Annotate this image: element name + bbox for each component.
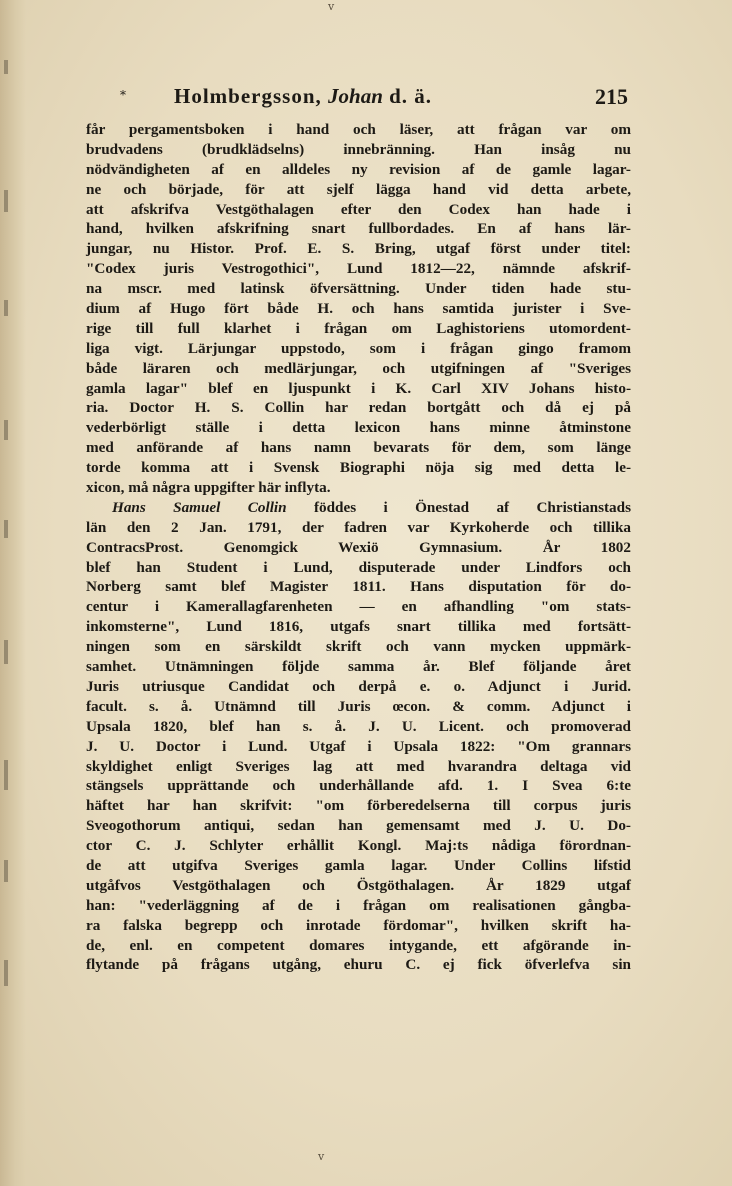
text-line: na mscr. med latinsk öfversättning. Under tiden hade stu- <box>86 280 631 298</box>
text-line: facult. s. å. Utnämnd till Juris œcon. & comm. Adjunct i <box>86 697 631 715</box>
text-line: inkomsterne", Lund 1816, utgafs snart tillika med fortsätt- <box>86 618 631 636</box>
gutter-mark <box>4 420 8 440</box>
text-line: ra falska begrepp och inrotade fördomar", hvilken skrift ha- <box>86 916 631 934</box>
gutter-mark <box>4 860 8 882</box>
text-line: de, enl. en competent domares intygande, ett afgörande in- <box>86 936 631 954</box>
text-line: rige till full klarhet i frågan om Laghistoriens utomordent- <box>86 319 631 337</box>
text-line: "Codex juris Vestrogothici", Lund 1812—22, nämnde afskrif- <box>86 260 631 278</box>
text-line: utgåfvos Vestgöthalagen och Östgöthalagen. År 1829 utgaf <box>86 876 631 894</box>
text-line: hand, hvilken afskrifning snart fullbordades. En af hans lär- <box>86 220 631 238</box>
text-line: gamla lagar" blef en ljuspunkt i K. Carl XIV Johans histo- <box>86 379 631 397</box>
text-line: torde komma att i Svensk Biographi nöja sig med detta le- <box>86 459 631 477</box>
text-line: med anförande af hans namn bevarats för dem, som länge <box>86 439 631 457</box>
text-line: centur i Kamerallagfarenheten — en afhandling "om stats- <box>86 598 631 616</box>
text-line: Norberg samt blef Magister 1811. Hans disputation för do- <box>86 578 631 596</box>
text-line: ne och började, för att sjelf lägga hand vid detta arbete, <box>86 180 631 198</box>
gutter-mark <box>4 760 8 790</box>
bottom-mark: v <box>318 1150 325 1163</box>
text-line: nödvändigheten af en alldeles ny revision af de gamle lagar- <box>86 160 631 178</box>
text-line: flytande på frågans utgång, ehuru C. ej fick öfverlefva sin <box>86 956 631 974</box>
gutter-mark <box>4 640 8 664</box>
text-line: Hans Samuel Collin föddes i Önestad af Christianstads <box>112 498 631 516</box>
header-given-name: Johan <box>328 84 383 108</box>
gutter-mark <box>4 190 8 212</box>
header-title <box>174 84 432 109</box>
gutter-mark <box>4 300 8 316</box>
text-line: ningen som en särskildt skrift och vann mycken uppmärk- <box>86 638 631 656</box>
text-line: Juris utriusque Candidat och derpå e. o. Adjunct i Jurid. <box>86 677 631 695</box>
gutter-mark <box>4 520 8 538</box>
body-text <box>86 120 631 975</box>
text-line: vederbörligt ställe i detta lexicon hans minne åtminstone <box>86 419 631 437</box>
text-line: Sveogothorum antiqui, sedan han gemensamt med J. U. Do- <box>86 817 631 835</box>
text-line: skyldighet enligt Sveriges lag att med hvarandra deltaga vid <box>86 757 631 775</box>
text-line: blef han Student i Lund, disputerade under Lindfors och <box>86 558 631 576</box>
person-name: Hans Samuel Collin <box>112 498 287 516</box>
top-mark: v <box>328 0 335 13</box>
text-line: att afskrifva Vestgöthalagen efter den Codex han hade i <box>86 200 631 218</box>
text-line: jungar, nu Histor. Prof. E. S. Bring, utgaf först under titel: <box>86 240 631 258</box>
text-line: han: "vederläggning af de i frågan om realisationen gångba- <box>86 896 631 914</box>
text-line: de att utgifva Sveriges gamla lagar. Under Collins lifstid <box>86 856 631 874</box>
page-gutter <box>0 0 26 1186</box>
text-line: häftet har han skrifvit: "om förberedelserna till corpus juris <box>86 797 631 815</box>
header-surname: Holmbergsson, <box>174 84 322 108</box>
text-line: samhet. Utnämningen följde samma år. Blef följande året <box>86 658 631 676</box>
gutter-mark <box>4 960 8 986</box>
text-line: Upsala 1820, blef han s. å. J. U. Licent. och promoverad <box>86 717 631 735</box>
text-line: liga vigt. Lärjungar uppstodo, som i frågan gingo framom <box>86 339 631 357</box>
text-line: J. U. Doctor i Lund. Utgaf i Upsala 1822: "Om grannars <box>86 737 631 755</box>
text-line: dium af Hugo fört både H. och hans samtida jurister i Sve- <box>86 300 631 318</box>
running-header <box>120 84 628 114</box>
text-line: stängsels upprättande och underhållande afd. 1. I Svea 6:te <box>86 777 631 795</box>
text-line: brudvadens (brudklädselns) innebränning. Han insåg nu <box>86 140 631 158</box>
text-line: län den 2 Jan. 1791, der fadren var Kyrkoherde och tillika <box>86 518 631 536</box>
text-line: xicon, må några uppgifter här inflyta. <box>86 479 331 497</box>
page-number: 215 <box>595 84 628 109</box>
text-line: ria. Doctor H. S. Collin har redan bortgått och då ej på <box>86 399 631 417</box>
header-suffix: d. ä. <box>389 84 433 108</box>
header-star: * <box>120 88 126 102</box>
gutter-mark <box>4 60 8 74</box>
text-line: ctor C. J. Schlyter erhållit Kongl. Maj:ts nådiga förordnan- <box>86 837 631 855</box>
text-line: ContracsProst. Genomgick Wexiö Gymnasium. År 1802 <box>86 538 631 556</box>
text-line: får pergamentsboken i hand och läser, att frågan var om <box>86 121 631 138</box>
text-line: både läraren och medlärjungar, och utgifningen af "Sveriges <box>86 359 631 377</box>
